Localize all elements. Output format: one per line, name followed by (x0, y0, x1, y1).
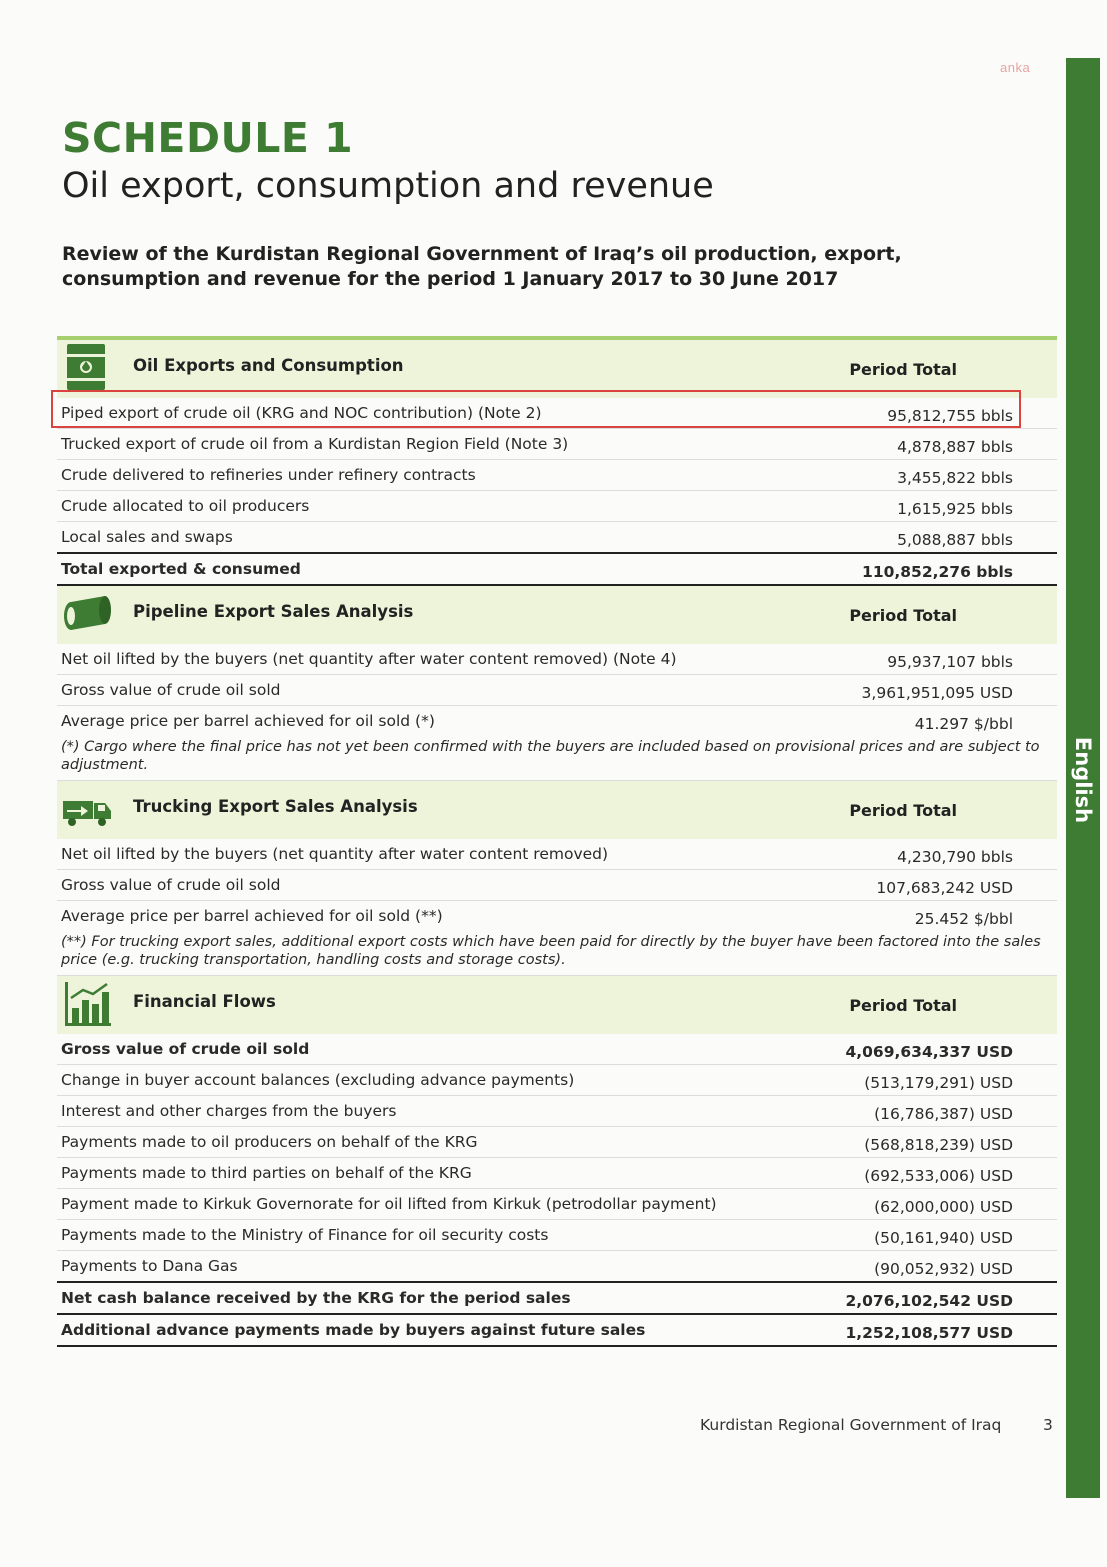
watermark-text: anka (1000, 60, 1031, 75)
table-row (57, 901, 1057, 931)
table-row (57, 1096, 1057, 1127)
row-label: Payments made to oil producers on behalf of the KRG (61, 1133, 478, 1151)
row-label: Crude allocated to oil producers (61, 497, 310, 515)
advance-payments-row (57, 1315, 1057, 1347)
footnote-pipeline: (*) Cargo where the final price has not yet been confirmed with the buyers are included based on provisional prices and are subject to adjustment. (57, 736, 1057, 781)
table-row (57, 839, 1057, 870)
row-label: Additional advance payments made by buyers against future sales (61, 1321, 646, 1339)
review-heading: Review of the Kurdistan Regional Government of Iraq’s oil production, export, consumption and revenue for the period 1 January 2017 to 30 June 2017 (62, 243, 902, 290)
footnote-trucking: (**) For trucking export sales, additional export costs which have been paid for directly by the buyer have been factored into the sales price (e.g. trucking transportation, handling costs and storage costs). (57, 931, 1057, 976)
schedule-title: SCHEDULE 1 (62, 114, 354, 162)
row-label: Average price per barrel achieved for oil sold (*) (61, 712, 435, 730)
period-total-header-pipeline: Period Total (849, 606, 957, 625)
page-number: 3 (1043, 1416, 1053, 1434)
row-label: Average price per barrel achieved for oil sold (**) (61, 907, 443, 925)
row-label: Net cash balance received by the KRG for the period sales (61, 1289, 571, 1307)
row-label: Gross value of crude oil sold (61, 876, 281, 894)
net-cash-row (57, 1281, 1057, 1315)
footer-org: Kurdistan Regional Government of Iraq (700, 1416, 1002, 1434)
table-row (57, 460, 1057, 491)
truck-icon (61, 783, 115, 835)
section-header-financial (57, 976, 1057, 1034)
row-value: 3,455,822 bbls (897, 469, 1013, 487)
row-label: Net oil lifted by the buyers (net quantity after water content removed) (Note 4) (61, 650, 677, 668)
row-label: Crude delivered to refineries under refinery contracts (61, 466, 476, 484)
row-value: 2,076,102,542 USD (845, 1292, 1013, 1310)
row-value: 95,937,107 bbls (887, 653, 1013, 671)
period-total-header-trucking: Period Total (849, 801, 957, 820)
section-header-pipeline (57, 586, 1057, 644)
schedule-subtitle: Oil export, consumption and revenue (62, 166, 714, 206)
total-label: Total exported & consumed (61, 560, 301, 578)
gross-value-row (57, 1034, 1057, 1065)
row-value: 25.452 $/bbl (914, 910, 1013, 928)
row-value: 4,878,887 bbls (897, 438, 1013, 456)
row-value: 5,088,887 bbls (897, 531, 1013, 549)
row-value: (513,179,291) USD (864, 1074, 1013, 1092)
row-value: 4,069,634,337 USD (845, 1043, 1013, 1061)
section-header-trucking (57, 781, 1057, 839)
row-value: 41.297 $/bbl (914, 715, 1013, 733)
row-label: Local sales and swaps (61, 528, 233, 546)
table-row (57, 644, 1057, 675)
row-value: 3,961,951,095 USD (861, 684, 1013, 702)
row-value: 1,615,925 bbls (897, 500, 1013, 518)
section-title-financial: Financial Flows (133, 992, 276, 1011)
row-label: Payments to Dana Gas (61, 1257, 238, 1275)
row-label: Piped export of crude oil (KRG and NOC contribution) (Note 2) (61, 404, 542, 422)
row-value: (16,786,387) USD (874, 1105, 1013, 1123)
highlight-box (51, 390, 1021, 428)
schedule-table (57, 336, 1057, 1347)
row-label: Change in buyer account balances (excluding advance payments) (61, 1071, 575, 1089)
table-row (57, 522, 1057, 552)
row-label: Interest and other charges from the buyers (61, 1102, 397, 1120)
total-row (57, 552, 1057, 586)
row-value: (62,000,000) USD (874, 1198, 1013, 1216)
table-row (57, 1127, 1057, 1158)
row-label: Net oil lifted by the buyers (net quantity after water content removed) (61, 845, 609, 863)
row-value: 107,683,242 USD (876, 879, 1013, 897)
row-label: Payments made to the Ministry of Finance for oil security costs (61, 1226, 549, 1244)
row-label: Trucked export of crude oil from a Kurdistan Region Field (Note 3) (61, 435, 569, 453)
table-row (57, 675, 1057, 706)
row-label: Payments made to third parties on behalf of the KRG (61, 1164, 472, 1182)
bar-chart-icon (61, 978, 115, 1030)
row-value: (90,052,932) USD (874, 1260, 1013, 1278)
table-row (57, 1065, 1057, 1096)
table-row (57, 706, 1057, 736)
section-title-oil: Oil Exports and Consumption (133, 356, 404, 375)
row-label: Payment made to Kirkuk Governorate for oil lifted from Kirkuk (petrodollar payment) (61, 1195, 717, 1213)
side-tab-label: English (1071, 736, 1095, 824)
table-row (57, 1158, 1057, 1189)
total-value: 110,852,276 bbls (862, 563, 1013, 581)
period-total-header-financial: Period Total (849, 996, 957, 1015)
row-label: Gross value of crude oil sold (61, 681, 281, 699)
row-value: (692,533,006) USD (864, 1167, 1013, 1185)
table-row (57, 1189, 1057, 1220)
row-value: 95,812,755 bbls (887, 407, 1013, 425)
section-title-pipeline: Pipeline Export Sales Analysis (133, 602, 414, 621)
table-row (57, 429, 1057, 460)
side-tab-english (1066, 730, 1100, 830)
table-row (57, 491, 1057, 522)
row-value: (568,818,239) USD (864, 1136, 1013, 1154)
row-value: 4,230,790 bbls (897, 848, 1013, 866)
row-value: 1,252,108,577 USD (845, 1324, 1013, 1342)
table-row (57, 1251, 1057, 1281)
pipeline-icon (61, 588, 115, 640)
table-row (57, 870, 1057, 901)
section-title-trucking: Trucking Export Sales Analysis (133, 797, 418, 816)
row-value: (50,161,940) USD (874, 1229, 1013, 1247)
row-label: Gross value of crude oil sold (61, 1040, 310, 1058)
table-row (57, 1220, 1057, 1251)
oil-barrel-icon (61, 342, 115, 394)
period-total-header-oil: Period Total (849, 360, 957, 379)
